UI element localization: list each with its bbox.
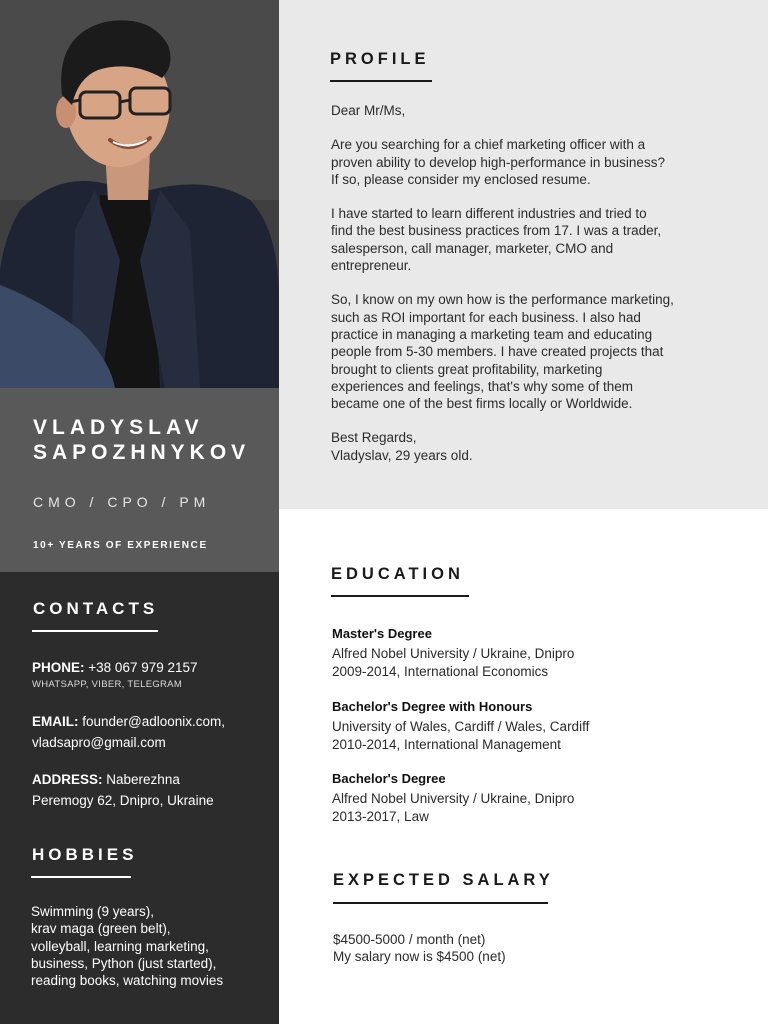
phone-messengers: WHATSAPP, VIBER, TELEGRAM xyxy=(32,679,183,690)
candidate-name xyxy=(33,415,250,465)
letter-line: So, I know on my own how is the performance marketing, xyxy=(331,292,674,308)
closing-line: Best Regards, xyxy=(331,430,417,446)
degree-period: 2009-2014, International Economics xyxy=(332,663,549,679)
hobbies-divider xyxy=(31,876,131,878)
contacts-divider xyxy=(32,630,158,632)
letter-paragraph-1 xyxy=(331,136,731,188)
name-first: VLADYSLAV xyxy=(33,416,204,439)
phone-number[interactable]: +38 067 979 2157 xyxy=(88,660,198,675)
greeting: Dear Mr/Ms, xyxy=(331,103,406,118)
education-divider xyxy=(331,595,469,597)
salary-expected: $4500-5000 / month (net) xyxy=(333,932,486,947)
hobbies-heading: HOBBIES xyxy=(32,845,138,864)
signature-line: Vladyslav, 29 years old. xyxy=(331,447,473,463)
hobby-line: business, Python (just started), xyxy=(31,955,217,971)
email-label: EMAIL: xyxy=(32,714,79,729)
letter-line: proven ability to develop high-performance in business? xyxy=(331,154,665,170)
salary-details xyxy=(333,931,506,966)
cover-letter xyxy=(331,102,731,464)
degree-school: Alfred Nobel University / Ukraine, Dnipro xyxy=(332,791,575,807)
profile-heading: PROFILE xyxy=(330,50,430,68)
hobby-line: krav maga (green belt), xyxy=(31,921,171,937)
degree-school: University of Wales, Cardiff / Wales, Cardiff xyxy=(332,719,590,735)
letter-paragraph-2 xyxy=(331,205,731,274)
salary-current: My salary now is $4500 (net) xyxy=(333,949,506,965)
phone-label: PHONE: xyxy=(32,660,85,675)
salary-heading: EXPECTED SALARY xyxy=(333,871,554,889)
hobbies-list xyxy=(31,903,271,989)
degree-title: Bachelor's Degree with Honours xyxy=(332,699,533,714)
letter-line: practice in managing a marketing team and educating xyxy=(331,326,653,342)
letter-line: became one of the best firms locally or Worldwide. xyxy=(331,396,633,412)
hobby-line: reading books, watching movies xyxy=(31,973,224,989)
address-line-2: Peremogy 62, Dnipro, Ukraine xyxy=(32,793,214,808)
salary-divider xyxy=(333,902,548,904)
education-item xyxy=(332,770,752,825)
address-line-1: Naberezhna xyxy=(106,772,180,787)
letter-line: brought to clients great profitability, marketing xyxy=(331,361,603,377)
degree-period: 2013-2017, Law xyxy=(332,808,429,824)
letter-paragraph-3 xyxy=(331,291,731,412)
contacts-heading: CONTACTS xyxy=(33,599,159,618)
education-item xyxy=(332,625,752,680)
degree-title: Master's Degree xyxy=(332,626,432,641)
letter-line: If so, please consider my enclosed resume. xyxy=(331,171,591,187)
name-last: SAPOZHNYKOV xyxy=(33,441,251,464)
address-contact xyxy=(32,769,272,811)
letter-line: Are you searching for a chief marketing officer with a xyxy=(331,137,646,153)
letter-line: find the best business practices from 17. I was a trader, xyxy=(331,223,662,239)
degree-school: Alfred Nobel University / Ukraine, Dnipro xyxy=(332,646,575,662)
job-title: CMO / CPO / PM xyxy=(33,494,211,510)
letter-line: such as ROI important for each business. I also had xyxy=(331,309,641,325)
letter-closing xyxy=(331,429,731,464)
degree-title: Bachelor's Degree xyxy=(332,771,446,786)
email-contact xyxy=(32,711,272,753)
phone-contact xyxy=(32,657,272,692)
letter-line: experiences and feelings, that's why some of them xyxy=(331,378,633,394)
education-item xyxy=(332,698,752,753)
degree-period: 2010-2014, International Management xyxy=(332,736,561,752)
profile-divider xyxy=(330,80,432,82)
letter-line: salesperson, call manager, marketer, CMO and xyxy=(331,240,614,256)
hobby-line: Swimming (9 years), xyxy=(31,904,155,919)
name-block xyxy=(0,388,279,572)
letter-line: I have started to learn different industries and tried to xyxy=(331,206,647,222)
profile-photo xyxy=(0,0,279,388)
hobby-line: volleyball, learning marketing, xyxy=(31,938,209,954)
letter-line: entrepreneur. xyxy=(331,258,412,274)
email-primary[interactable]: founder@adloonix.com, xyxy=(82,714,226,729)
email-secondary[interactable]: vladsapro@gmail.com xyxy=(32,735,166,750)
address-label: ADDRESS: xyxy=(32,772,103,787)
left-sidebar xyxy=(0,0,279,1024)
education-heading: EDUCATION xyxy=(331,565,464,583)
letter-line: people from 5-30 members. I have created projects that xyxy=(331,344,664,360)
experience-badge: 10+ YEARS OF EXPERIENCE xyxy=(33,540,208,551)
